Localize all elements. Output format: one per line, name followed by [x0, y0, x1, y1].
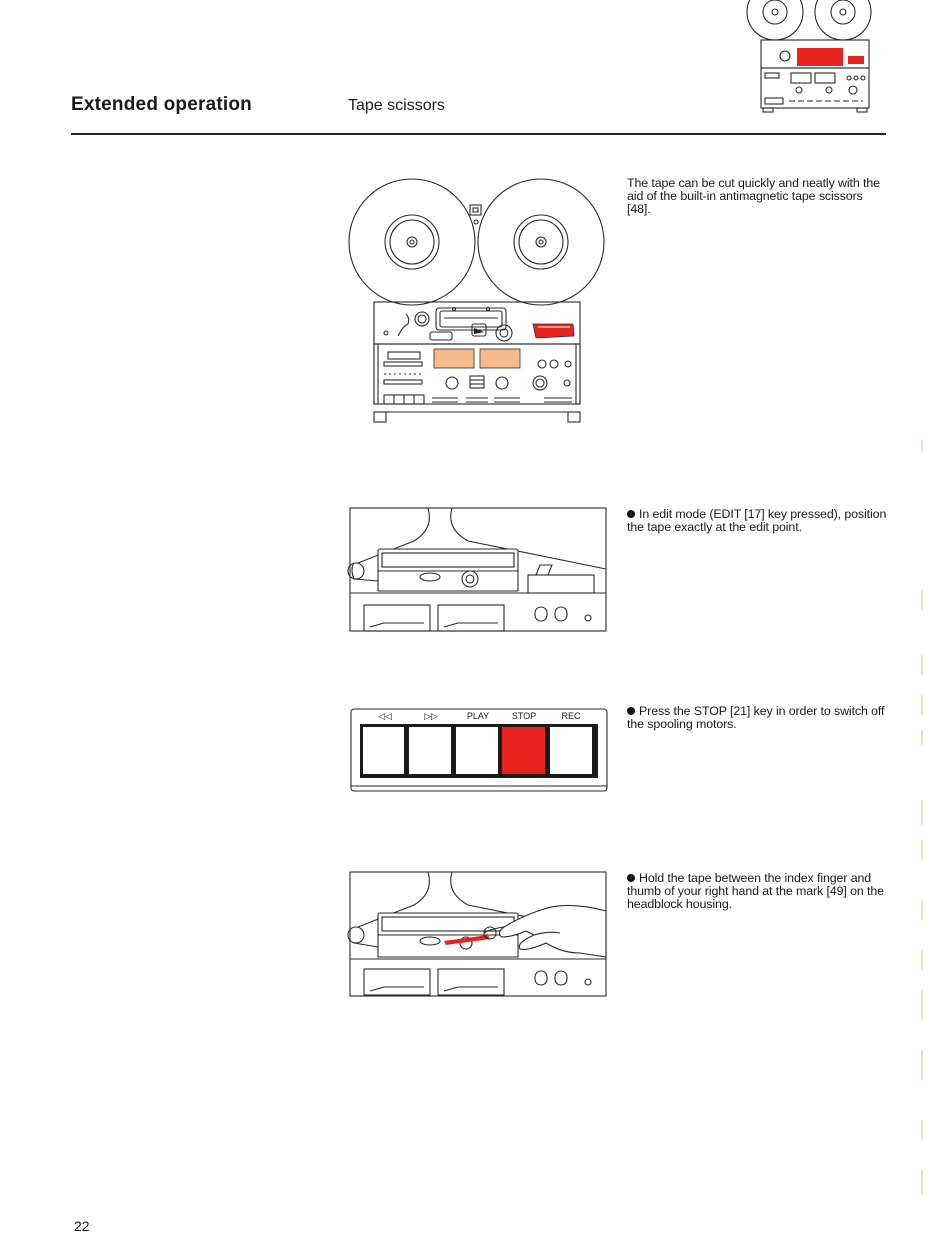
- key-fast-forward-face[interactable]: [409, 727, 451, 774]
- hand-cut-illustration: [348, 871, 610, 999]
- deck-illustration: [348, 176, 608, 426]
- thumbnail-deck-illustration: [745, 0, 885, 115]
- page-number: 22: [74, 1218, 90, 1234]
- bullet-icon: [627, 510, 635, 518]
- key-play[interactable]: PLAY: [466, 711, 490, 721]
- topic-title: Tape scissors: [348, 97, 445, 114]
- step-4-body: Hold the tape between the index finger and thumb of your right hand at the mark [49] on the headblock housing.: [627, 871, 884, 911]
- step-3-body: Press the STOP [21] key in order to switch off the spooling motors.: [627, 704, 885, 731]
- key-rec-face[interactable]: [550, 727, 592, 774]
- transport-key-row: [350, 708, 608, 792]
- key-play-face[interactable]: [456, 727, 498, 774]
- step-4-text: [627, 872, 887, 911]
- step-1-text: [627, 177, 887, 216]
- key-rewind[interactable]: ◁◁: [378, 711, 392, 721]
- header-rule: [71, 133, 886, 135]
- transport-keys-illustration: [350, 708, 608, 792]
- key-stop[interactable]: STOP: [511, 711, 537, 721]
- step-1-body: The tape can be cut quickly and neatly with the aid of the built-in antimagnetic tape scissors [48].: [627, 176, 880, 216]
- step-2-text: [627, 508, 887, 534]
- edit-position-illustration: [348, 507, 610, 633]
- key-rewind-face[interactable]: [363, 727, 404, 774]
- page-edge-marks: [918, 430, 938, 1210]
- bullet-icon: [627, 874, 635, 882]
- section-title: Extended operation: [71, 94, 252, 115]
- key-fast-forward[interactable]: ▷▷: [424, 711, 438, 721]
- key-stop-face[interactable]: [502, 727, 545, 774]
- key-rec[interactable]: REC: [561, 711, 581, 721]
- step-2-body: In edit mode (EDIT [17] key pressed), position the tape exactly at the edit point.: [627, 507, 887, 534]
- step-3-text: [627, 705, 887, 731]
- bullet-icon: [627, 707, 635, 715]
